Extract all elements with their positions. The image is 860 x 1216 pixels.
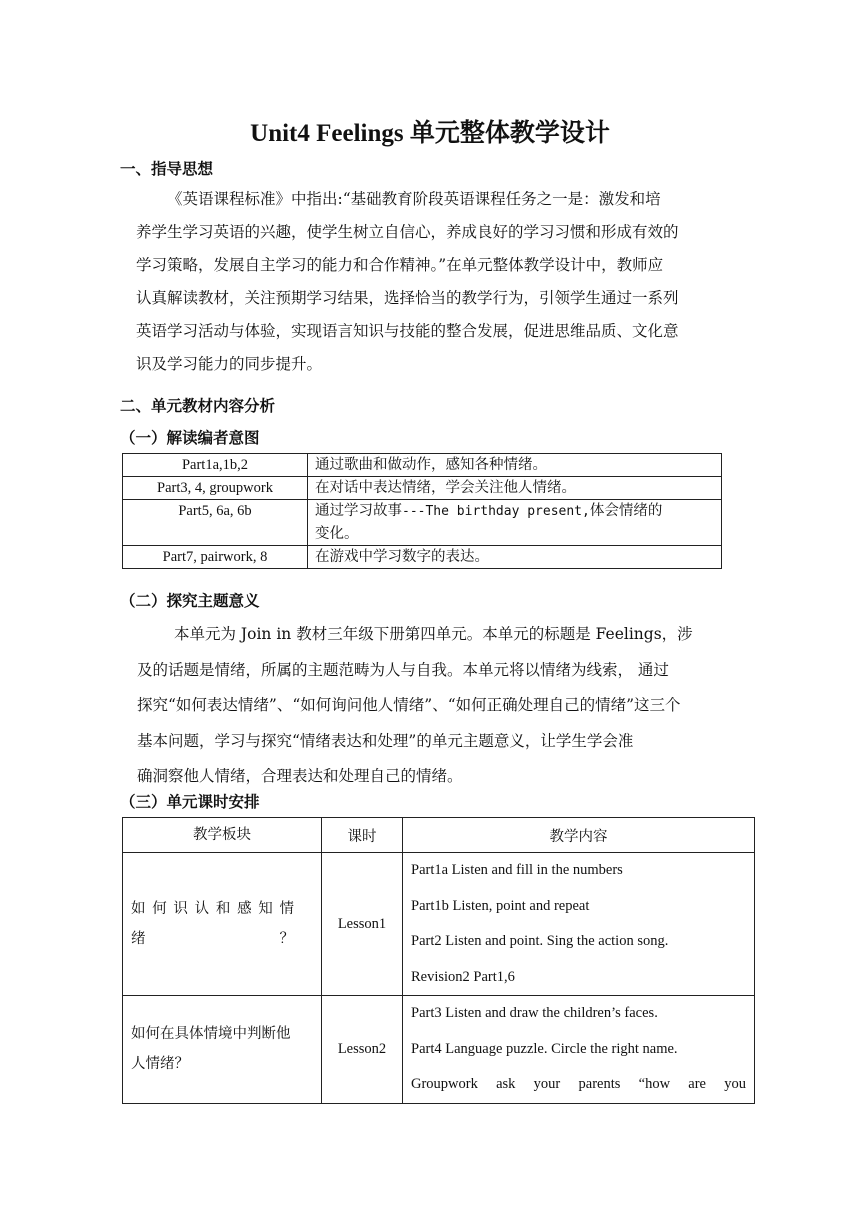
block-cell	[123, 853, 322, 996]
content-line: Part2 Listen and point. Sing the action song.	[411, 933, 669, 949]
document-title: Unit4 Feelings 单元整体教学设计	[250, 120, 610, 147]
story-title: ---The birthday present,	[402, 504, 590, 519]
content-cell: 在游戏中学习数字的表达。	[308, 546, 722, 569]
lesson-schedule-table	[122, 817, 755, 1104]
paragraph-line: 《英语课程标准》中指出:“基础教育阶段英语课程任务之一是：激发和培	[167, 190, 661, 208]
paragraph-line: 英语学习活动与体验，实现语言知识与技能的整合发展，促进思维品质、文化意	[136, 322, 679, 340]
content-text: 变化。	[315, 526, 359, 542]
lesson-cell: Lesson1	[322, 853, 403, 996]
content-text: 体会情绪的	[589, 503, 663, 519]
paragraph-line: 确洞察他人情绪，合理表达和处理自己的情绪。	[137, 767, 463, 785]
content-cell: 在对话中表达情绪，学会关注他人情绪。	[308, 477, 722, 500]
paragraph-line: 及的话题是情绪，所属的主题范畴为人与自我。本单元将以情绪为线索， 通过	[137, 660, 669, 679]
paragraph-line: 基本问题，学习与探究“情绪表达和处理”的单元主题意义，让学生学会准	[137, 731, 634, 750]
paragraph-line: 学习策略，发展自主学习的能力和合作精神。”在单元整体教学设计中，教师应	[136, 256, 664, 274]
lesson-cell: Lesson2	[322, 996, 403, 1104]
subsection1-heading: （一）解读编者意图	[120, 428, 260, 447]
paragraph-line: 养学生学习英语的兴趣，使学生树立自信心，养成良好的学习习惯和形成有效的	[136, 223, 679, 241]
editor-intent-table	[122, 453, 722, 569]
block-cell	[123, 996, 322, 1104]
content-text: 通过学习故事	[315, 503, 402, 519]
content-line: Part4 Language puzzle. Circle the right name.	[411, 1040, 678, 1057]
part-cell: Part7, pairwork, 8	[123, 546, 308, 569]
content-cell	[403, 853, 755, 996]
table-header-row	[123, 818, 755, 853]
table-row	[123, 454, 722, 477]
paragraph-line: 认真解读教材，关注预期学习结果，选择恰当的教学行为，引领学生通过一系列	[136, 289, 679, 307]
table-row	[123, 500, 722, 546]
part-cell: Part1a,1b,2	[123, 454, 308, 477]
subsection2-paragraph	[137, 617, 713, 795]
subsection2-heading: （二）探究主题意义	[120, 591, 260, 610]
table-row	[123, 853, 755, 996]
content-line: Groupwork ask your parents “how are you	[411, 1076, 746, 1092]
header-cell: 教学板块	[123, 818, 322, 853]
content-line: Part1b Listen, point and repeat	[411, 897, 590, 914]
paragraph-line: 探究“如何表达情绪”、“如何询问他人情绪”、“如何正确处理自己的情绪”这三个	[137, 696, 681, 714]
content-cell	[308, 500, 722, 546]
section2-heading: 二、单元教材内容分析	[120, 396, 276, 415]
part-cell: Part3, 4, groupwork	[123, 477, 308, 500]
block-text: 如何识认和感知情绪？	[131, 901, 297, 947]
paragraph-line: 本单元为 Join in 教材三年级下册第四单元。本单元的标题是 Feelings，涉	[174, 625, 693, 643]
section1-heading: 一、指导思想	[120, 159, 214, 178]
content-line: Revision2 Part1,6	[411, 968, 515, 985]
block-text: 如何在具体情境中判断他人情绪？	[131, 1026, 291, 1073]
content-line: Part1a Listen and fill in the numbers	[411, 862, 623, 878]
table-row	[123, 996, 755, 1104]
header-cell: 教学内容	[403, 818, 755, 853]
section1-paragraph	[136, 183, 736, 381]
table-row	[123, 477, 722, 500]
subsection3-heading: （三）单元课时安排	[120, 792, 260, 811]
table-row	[123, 546, 722, 569]
content-cell: 通过歌曲和做动作，感知各种情绪。	[308, 454, 722, 477]
paragraph-line: 识及学习能力的同步提升。	[136, 355, 323, 373]
part-cell: Part5, 6a, 6b	[123, 500, 308, 546]
header-cell: 课时	[322, 818, 403, 853]
content-line: Part3 Listen and draw the children’s faces.	[411, 1005, 658, 1021]
content-cell	[403, 996, 755, 1104]
